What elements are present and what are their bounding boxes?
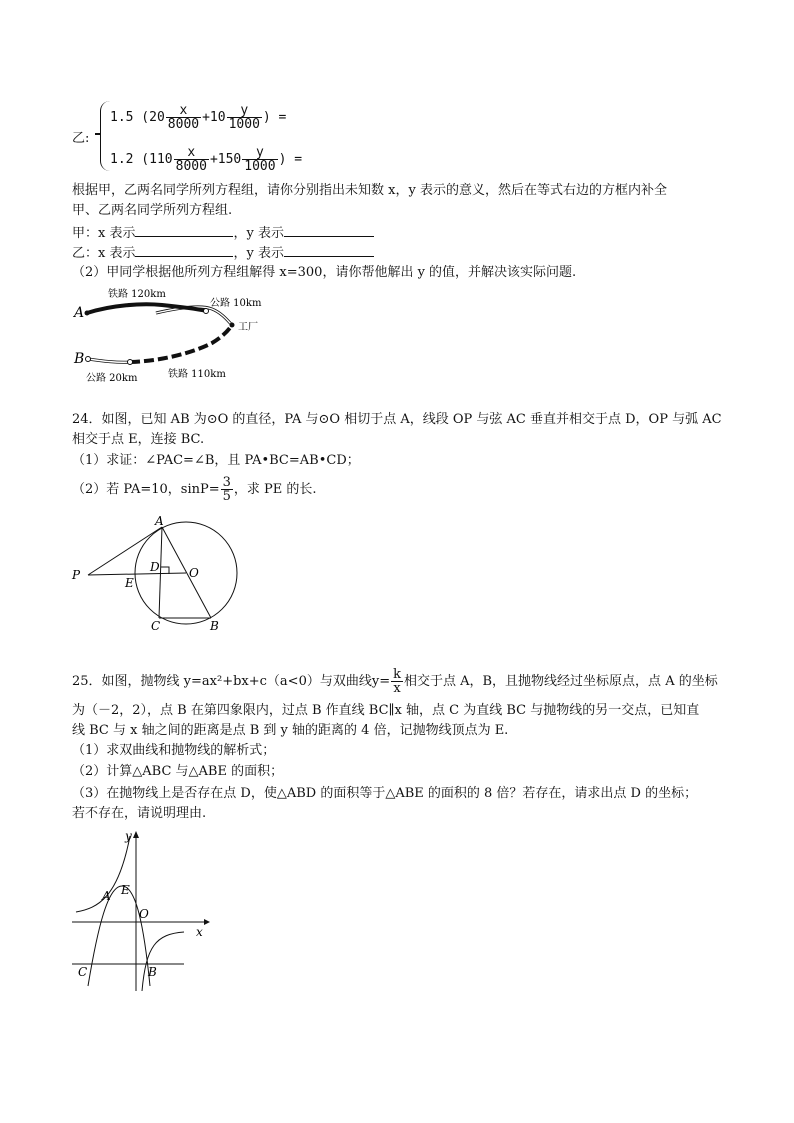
q25-part4: 若不存在，请说明理由.: [72, 806, 207, 821]
label-e: E: [121, 883, 130, 897]
label-o: O: [139, 907, 149, 921]
segment-po: [88, 573, 186, 575]
point-bottom-junction: [128, 360, 133, 365]
point-factory: [230, 323, 235, 328]
label-y: y: [125, 829, 132, 843]
q23-instruction-line2: 甲、乙两名同学所列方程组.: [72, 203, 233, 218]
label-b: B: [148, 965, 157, 979]
q23-part2: （2）甲同学根据他所列方程组解得 x=300，请你帮他解出 y 的值，并解决该实际问题.: [72, 265, 577, 280]
label-rail-top: 铁路 120km: [108, 289, 166, 300]
label-b: B: [74, 351, 85, 367]
equation-brace-tip: [95, 133, 101, 135]
x-axis-arrow: [204, 919, 210, 925]
label-a: A: [102, 889, 111, 903]
q24-part2: （2）若 PA=10，sinP= $\frac{3}{5}$ ，求 PE 的长.: [72, 475, 317, 504]
q25-part1: （1）求双曲线和抛物线的解析式；: [72, 743, 276, 758]
yi-equation-1: 1.5 (20 $\frac{x}{8000}$ +10 $\frac{y}{1000}$ ) =: [110, 103, 287, 132]
label-factory: 工厂: [238, 322, 258, 333]
q25-part3: （3）在抛物线上是否存在点 D，使△ABD 的面积等于△ABE 的面积的 8 倍？若存在，请求出点 D 的坐标；: [72, 786, 698, 801]
label-b: B: [210, 619, 219, 633]
yi-label: 乙:: [72, 131, 90, 146]
label-x: x: [196, 925, 203, 939]
q25-line3: 线 BC 与 x 轴之间的距离是点 B 到 y 轴的距离的 4 倍，记抛物线顶点为 E.: [72, 723, 509, 738]
hyperbola-right: [142, 932, 184, 991]
q25-line2: 为（－2，2），点 B 在第四象限内，过点 B 作直线 BC∥x 轴，点 C 为直线 BC 与抛物线的另一交点，已知直: [72, 703, 700, 718]
label-rail-bottom: 铁路 110km: [168, 369, 226, 380]
jia-y-blank[interactable]: [284, 224, 374, 237]
q24-part1: （1）求证：∠PAC=∠B，且 PA•BC=AB•CD；: [72, 453, 360, 468]
route-bottom-rail: [130, 325, 232, 362]
route-top-rail: [87, 304, 208, 313]
q24-line1: 24．如图，已知 AB 为⊙O 的直径，PA 与⊙O 相切于点 A，线段 OP 与弦 AC 垂直并相交于点 D，OP 与弧 AC: [72, 412, 722, 427]
q23-instruction-line1: 根据甲，乙两名同学所列方程组，请你分别指出未知数 x，y 表示的意义，然后在等式右边的方框内补全: [72, 183, 667, 198]
label-d: D: [150, 560, 160, 574]
parabola: [88, 886, 150, 986]
q25-part2: （2）计算△ABC 与△ABE 的面积；: [72, 764, 284, 779]
label-a: A: [155, 514, 164, 528]
point-b: [86, 357, 91, 362]
yi-equation-2: 1.2 (110 $\frac{x}{8000}$ +150 $\frac{y}{1000}$ ) =: [110, 145, 303, 174]
parabola-diagram: [68, 826, 218, 996]
label-road-bottom: 公路 20km: [86, 373, 138, 384]
q25-line1: 25．如图，抛物线 y=ax²+bx+c（a<0）与双曲线y= $\frac{k}{x}$ 相交于点 A，B，且抛物线经过坐标原点，点 A 的坐标: [72, 667, 718, 696]
jia-answer-line: 甲：x 表示 ，y 表示: [72, 224, 374, 243]
route-diagram: [72, 285, 272, 385]
label-c: C: [151, 619, 161, 633]
label-a: A: [74, 305, 85, 321]
label-o: O: [189, 566, 199, 580]
yi-answer-line: 乙：x 表示 ，y 表示: [72, 244, 374, 263]
circle-diagram: [68, 515, 258, 635]
jia-x-blank[interactable]: [135, 224, 233, 237]
label-e: E: [125, 576, 134, 590]
label-c: C: [78, 965, 88, 979]
y-axis-arrow: [133, 831, 139, 838]
label-road-top: 公路 10km: [210, 298, 262, 309]
yi-y-blank[interactable]: [284, 244, 374, 257]
q24-line2: 相交于点 E，连接 BC.: [72, 432, 205, 447]
point-top-junction: [204, 309, 209, 314]
yi-x-blank[interactable]: [135, 244, 233, 257]
label-p: P: [72, 568, 81, 582]
point-a: [85, 311, 90, 316]
